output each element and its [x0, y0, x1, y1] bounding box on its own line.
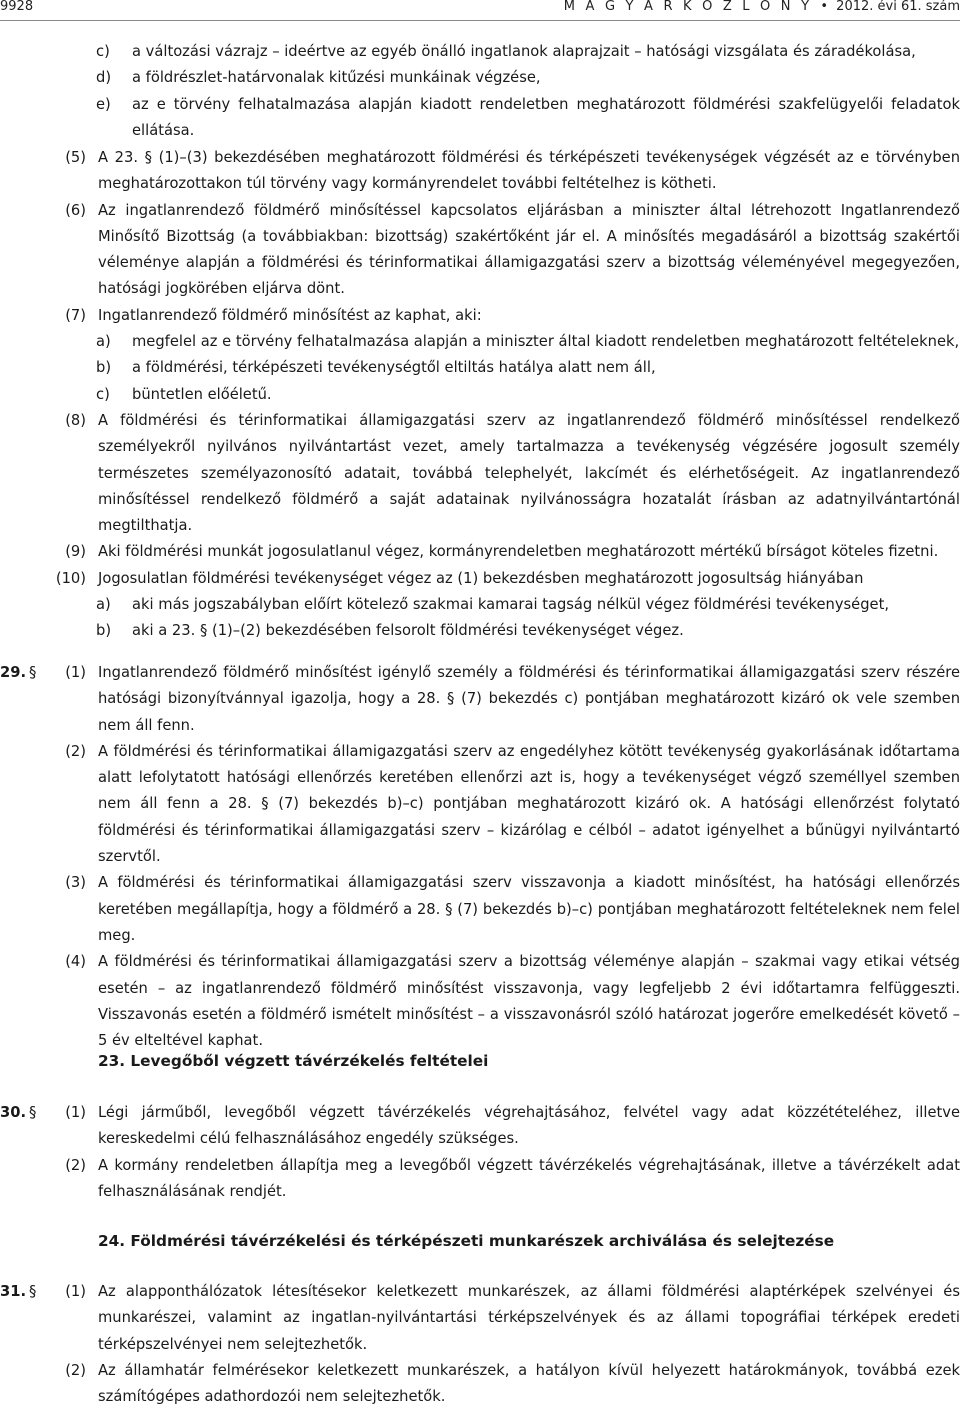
paragraph-number: (10)	[55, 569, 86, 587]
paragraph-text: A földmérési és térinformatikai államigazgatási szerv az engedélyhez kötött tevékenység gyakorlásának időtartama alatt lefolytatott hatósági ellenőrzés keretében ellenőrzi azt is, hogy a tevékenységet végző személlyel szemben nem áll fenn a 28. § (7) bekezdés b)–c) pontjában meghatározott kizáró ok. A hatósági ellenőrzést folytató földmérési és térinformatikai államigazgatási szerv – kizárólag e célból – adatot igényelhet a bűnügyi nyilvántartó szervtől.	[98, 742, 960, 866]
list-text: aki a 23. § (1)–(2) bekezdésében felsorolt földmérési tevékenységet végez.	[132, 622, 684, 640]
paragraph-text: A 23. § (1)–(3) bekezdésében meghatározott földmérési és térképészeti tevékenységek végzését az e törvényben meghatározottakon túl törvény vagy kormányrendelet további feltételhez is kötheti.	[98, 149, 960, 193]
paragraph-6	[0, 198, 960, 303]
list-text: a változási vázrajz – ideértve az egyéb önálló ingatlanok alaprajzait – hatósági vizsgálata és záradékolása,	[132, 43, 916, 60]
paragraph-29-4	[0, 949, 960, 1054]
paragraph-text: Ingatlanrendező földmérő minősítést igénylő személy a földmérési és térinformatikai államigazgatási szerv részére hatósági bizonyítvánnyal igazolja, hogy a 28. § (7) bekezdés c) pontjában meghatározott kizáró ok vele szemben nem áll fenn.	[98, 664, 960, 734]
paragraph-7	[0, 303, 960, 329]
list-item-e	[0, 92, 960, 145]
paragraph-number: (5)	[65, 149, 86, 166]
list-label: b)	[96, 622, 112, 640]
separator-dot-icon: •	[820, 0, 829, 14]
section-sign-icon: §	[29, 1283, 37, 1300]
list-label: b)	[96, 359, 112, 377]
paragraph-number: (2)	[65, 742, 86, 760]
paragraph-number: (8)	[65, 411, 86, 429]
paragraph-text: Légi járműből, levegőből végzett távérzékelés végrehajtásához, felvétel vagy adat közzétételéhez, illetve kereskedelmi célú felhasználásához engedély szükséges.	[98, 1104, 960, 1148]
list-block-top	[0, 39, 960, 144]
paragraph-31-2	[0, 1358, 960, 1410]
list-item-10a	[0, 592, 960, 618]
list-item-c	[0, 39, 960, 65]
paragraph-number: (2)	[65, 1156, 86, 1174]
paragraph-text: Aki földmérési munkát jogosulatlanul végez, kormányrendeletben meghatározott mértékű bírságot köteles fizetni.	[98, 543, 939, 561]
paragraph-number: (6)	[65, 201, 86, 219]
list-item-7a	[0, 329, 960, 355]
section-sign-icon: §	[29, 1104, 37, 1121]
journal-name: M A G Y A R K Ö Z L Ö N Y	[563, 0, 813, 14]
section-number: 29.	[0, 664, 27, 681]
paragraph-8	[0, 408, 960, 539]
list-label: c)	[96, 385, 110, 403]
section-30	[0, 1100, 960, 1205]
paragraph-text: A földmérési és térinformatikai államigazgatási szerv visszavonja a kiadott minősítést, ha hatósági ellenőrzés keretében megállapítja, hogy a földmérő a 28. § (7) bekezdés b)–c) pontjában meghatározott feltételeknek nem felel meg.	[98, 874, 960, 944]
list-text: a földmérési, térképészeti tevékenységtől eltiltás hatálya alatt nem áll,	[132, 359, 656, 377]
list-text: aki más jogszabályban előírt kötelező szakmai kamarai tagság nélkül végez földmérési tevékenységet,	[132, 596, 889, 614]
paragraph-31-1	[0, 1279, 960, 1358]
paragraph-number: (3)	[65, 874, 86, 892]
chapter-heading-23: 23. Levegőből végzett távérzékelés feltételei	[98, 1052, 489, 1070]
chapter-heading-24: 24. Földmérési távérzékelési és térképészeti munkarészek archiválása és selejtezése	[98, 1232, 835, 1250]
page-number: 9928	[0, 0, 34, 14]
section-sign-icon: §	[29, 664, 37, 681]
paragraph-number: (4)	[65, 953, 86, 971]
list-item-d	[0, 65, 960, 91]
list-item-10b	[0, 618, 960, 644]
paragraph-number: (1)	[65, 1283, 86, 1300]
paragraph-text: Jogosulatlan földmérési tevékenységet végez az (1) bekezdésben meghatározott jogosultság hiányában	[98, 569, 864, 587]
list-item-7b	[0, 355, 960, 381]
paragraph-number: (1)	[65, 664, 86, 681]
list-text: büntetlen előéletű.	[132, 385, 272, 403]
paragraph-5	[0, 145, 960, 198]
paragraph-text: A kormány rendeletben állapítja meg a levegőből végzett távérzékelés végrehajtásának, illetve a távérzékelt adat felhasználásának rendjét.	[98, 1156, 960, 1200]
section-31	[0, 1279, 960, 1410]
list-label: a)	[96, 596, 111, 614]
issue-label: 2012. évi 61. szám	[836, 0, 960, 14]
paragraph-text: Ingatlanrendező földmérő minősítést az kaphat, aki:	[98, 306, 482, 324]
list-label: a)	[96, 333, 111, 351]
section-number: 30.	[0, 1104, 27, 1121]
paragraph-29-1	[0, 660, 960, 739]
list-text: a földrészlet-határvonalak kitűzési munkáinak végzése,	[132, 69, 541, 87]
list-text: megfelel az e törvény felhatalmazása alapján a miniszter által kiadott rendeletben meghatározott feltételeknek,	[132, 333, 960, 351]
journal-title	[564, 0, 960, 14]
paragraph-text: Az államhatár felmérésekor keletkezett munkarészek, a hatályon kívül helyezett határokmányok, továbbá ezek számítógépes adathordozói nem selejtezhetők.	[98, 1361, 960, 1406]
list-item-7c	[0, 382, 960, 408]
paragraph-29-3	[0, 870, 960, 949]
section-28-paragraphs	[0, 145, 960, 645]
page-header	[0, 0, 960, 21]
list-text: az e törvény felhatalmazása alapján kiadott rendeletben meghatározott földmérési szakfelügyelői feladatok ellátása.	[132, 95, 960, 139]
paragraph-number: (9)	[65, 543, 86, 561]
paragraph-number: (7)	[65, 306, 86, 324]
paragraph-text: A földmérési és térinformatikai államigazgatási szerv az ingatlanrendező földmérő minősítéssel rendelkező személyekről nyilvános nyilvántartást vezet, amely tartalmazza a tevékenység végzésére jogosult személy természetes személyazonosító adatait, továbbá telephelyét, lakcímét és elérhetőségeit. Az ingatlanrendező minősítéssel rendelkező földmérő a saját adatainak nyilvánosságra hozatalát írásban az adatnyilvántartónál megtilthatja.	[98, 411, 960, 535]
section-29	[0, 660, 960, 1054]
paragraph-text: Az alapponthálózatok létesítésekor keletkezett munkarészek, az állami földmérési alaptérképek szelvényei és munkarészei, valamint az ingatlan-nyilvántartási térképszelvények és az állami topográfiai térképek eredeti térképszelvényei nem selejtezhetők.	[98, 1283, 960, 1353]
paragraph-text: Az ingatlanrendező földmérő minősítéssel kapcsolatos eljárásban a miniszter által létrehozott Ingatlanrendező Minősítő Bizottság (a továbbiakban: bizottság) szakértőként jár el. A minősítés megadásáról a bizottság szakértői véleménye alapján a földmérési és térinformatikai államigazgatási szerv a bizottság véleményével megegyezően, hatósági jogkörében eljárva dönt.	[98, 201, 960, 298]
paragraph-number: (1)	[65, 1104, 86, 1121]
paragraph-10	[0, 566, 960, 592]
list-label: e)	[96, 95, 111, 113]
paragraph-29-2	[0, 739, 960, 870]
list-label: d)	[96, 69, 112, 87]
paragraph-number: (2)	[65, 1361, 86, 1379]
paragraph-9	[0, 539, 960, 565]
paragraph-text: A földmérési és térinformatikai államigazgatási szerv a bizottság véleménye alapján – szakmai vagy etikai vétség esetén – az ingatlanrendező földmérő minősítést visszavonja, vagy legfeljebb 2 évi időtartamra felfüggeszti. Visszavonás esetén a földmérő ismételt minősítést – a visszavonásról szóló határozat jogerőre emelkedését követő – 5 év elteltével kaphat.	[98, 953, 960, 1050]
paragraph-30-1	[0, 1100, 960, 1153]
list-label: c)	[96, 43, 110, 60]
section-number: 31.	[0, 1283, 27, 1300]
paragraph-30-2	[0, 1153, 960, 1206]
